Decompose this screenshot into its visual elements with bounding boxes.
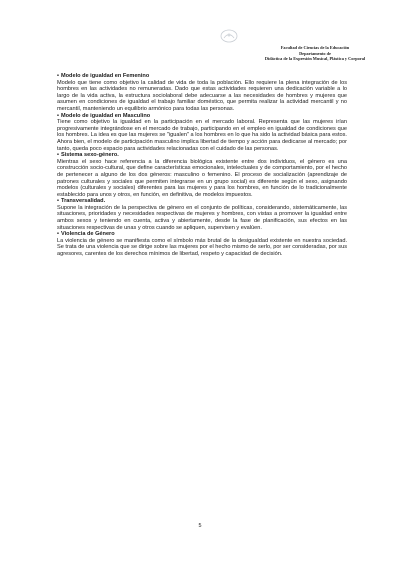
section-title (57, 73, 347, 80)
section-title (57, 113, 347, 120)
section-title (57, 231, 347, 238)
faculty-header (240, 45, 390, 62)
university-logo-icon (220, 29, 238, 43)
section-title (57, 198, 347, 205)
section-body: Supone la integración de la perspectiva de género en el conjunto de políticas, considerando, sistemáticamente, las situaciones, prioridades y necesidades respectivas de mujeres y hombres, con vistas a promover la igualdad entre ambos sexos y teniendo en cuenta, activa y abiertamente, desde la fase de planificación, sus efectos en las situaciones respectivas de unas y otros cuando se apliquen, supervisen y evalúen. (57, 204, 347, 231)
section-body: La violencia de género se manifiesta como el símbolo más brutal de la desigualdad existente en nuestra sociedad. Se trata de una violencia que se dirige sobre las mujeres por el hecho mismo de serlo, por ser consideradas, por sus agresores, carentes de los derechos mínimos de libertad, respeto y capacidad de decisión. (57, 237, 347, 258)
section-title-text: Transversalidad. (60, 198, 106, 205)
section-title-text: Modelo de igualdad en Masculino (60, 112, 151, 119)
header-line-faculty: Facultad de Ciencias de la Educación (280, 45, 350, 50)
section-title-text: Sistema sexo-género. (60, 152, 119, 159)
section-title-text: Violencia de Género (60, 231, 115, 238)
glossary-content (57, 73, 347, 258)
section-body: Modelo que tiene como objetivo la calidad de vida de toda la población. Ello requiere la plena integración de los hombres en las actividades no remuneradas. Dado que estas actividades requieren una dedicación variable a lo largo de la vida activa, la estructura sociolaboral debe adecuarse a las necesidades de hombres y mujeres que asumen en condiciones de igualdad el trabajo familiar doméstico, que permita realizar la actividad mercantil y no mercantil, manteniendo un equilibrio armónico para todas las personas. (57, 79, 347, 112)
header-line-area: Didáctica de la Expresión Musical, Plástica y Corporal (264, 56, 366, 62)
header-line-department: Departamento de (299, 50, 331, 56)
section-body: Tiene como objetivo la igualdad en la participación en el mercado laboral. Representa que las mujeres irían progresivamente integrándose en el mercado de trabajo, participando en el empleo en igualdad de condiciones que los hombres. La idea es que las mujeres se "igualen" a los hombres en lo que ha sido la actividad básica para estos. Ahora bien, el modelo de participación masculino implica libertad de tiempo y acción para dedicarse al mercado; por tanto, queda poco espacio para actividades relacionadas con el cuidado de las personas. (57, 119, 347, 152)
bullet-icon: • (57, 231, 59, 238)
bullet-icon: • (57, 152, 59, 159)
section-body: Mientras el sexo hace referencia a la diferencia biológica existente entre dos individuos, el género es una construcción socio-cultural, que define características emocionales, intelectuales y de comportamiento, por el hecho de pertenecer a alguno de los dos géneros: masculino o femenino. El proceso de socialización (aprendizaje de patrones culturales y sociales que permiten integrarse en un grupo social) es diferente según el sexo, asignando modelos (culturales y sociales) diferentes para las mujeres y para los hombres, en función de lo tradicionalmente establecido para unos y otros, en función, en definitiva, de modelos impuestos. (57, 158, 347, 198)
bullet-icon: • (57, 73, 59, 79)
section-title (57, 152, 347, 159)
bullet-icon: • (57, 112, 59, 119)
bullet-icon: • (57, 198, 59, 205)
section-title-text: Modelo de igualdad en Femenino (60, 73, 150, 79)
page-number: 5 (198, 523, 202, 529)
